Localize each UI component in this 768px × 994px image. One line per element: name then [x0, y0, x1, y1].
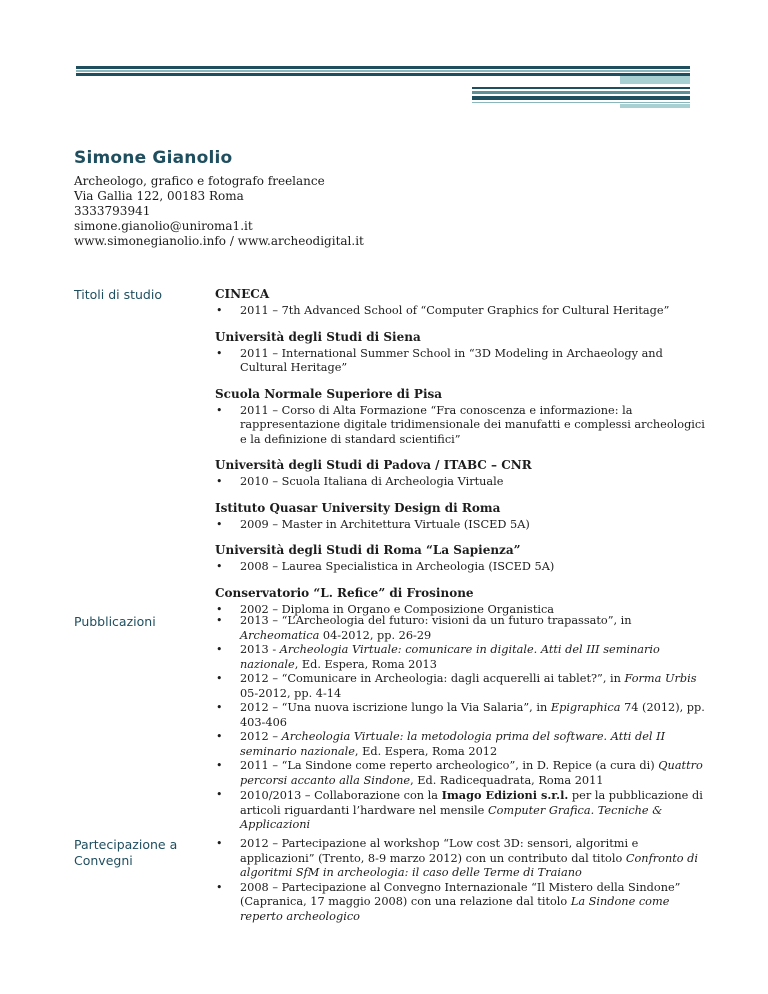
institution: CINECA	[215, 287, 270, 301]
publication-item: • 2013 – “L’Archeologia del futuro: visioni da un futuro trapassato”, in Archeomatica 04-2012, pp. 26-29	[215, 614, 710, 643]
section-body	[215, 287, 710, 628]
section-title: Titoli di studio	[74, 287, 162, 302]
section-body	[215, 614, 710, 833]
conference-item: • 2012 – Partecipazione al workshop “Low cost 3D: sensori, algoritmi e applicazioni” (Trento, 8-9 marzo 2012) con un contributo dal titolo Confronto di algoritmi SfM in archeologia: il caso delle Terme di Traiano	[215, 837, 710, 881]
decor-bar	[620, 104, 690, 108]
email-link[interactable]: simone.gianolio@uniroma1.it	[74, 219, 253, 233]
edu-entry	[215, 543, 710, 575]
edu-entry	[215, 387, 710, 448]
publication-item: • 2010/2013 – Collaborazione con la Imago Edizioni s.r.l. per la pubblicazione di articoli riguardanti l’hardware nel mensile Computer Grafica. Tecniche & Applicazioni	[215, 788, 710, 833]
list-item: • 2010 – Scuola Italiana di Archeologia Virtuale	[215, 475, 710, 490]
publication-item: • 2012 – Archeologia Virtuale: la metodologia prima del software. Atti del II seminario nazionale, Ed. Espera, Roma 2012	[215, 730, 710, 759]
institution: Università degli Studi di Padova / ITABC – CNR	[215, 458, 532, 472]
publication-item: • 2012 – “Comunicare in Archeologia: dagli acquerelli ai tablet?”, in Forma Urbis 05-2012, pp. 4-14	[215, 672, 710, 701]
person-name: Simone Gianolio	[74, 148, 233, 168]
section-title: Partecipazione a Convegni	[74, 837, 178, 868]
cv-header	[74, 148, 714, 249]
decor-bar	[472, 87, 690, 89]
profession: Archeologo, grafico e fotografo freelance	[74, 174, 325, 188]
publication-item: • 2011 – “La Sindone come reperto archeologico”, in D. Repice (a cura di) Quattro percorsi accanto alla Sindone, Ed. Radicequadrata, Roma 2011	[215, 759, 710, 788]
list-item: • 2009 – Master in Architettura Virtuale (ISCED 5A)	[215, 518, 710, 533]
decor-bar	[76, 73, 690, 76]
institution: Conservatorio “L. Refice” di Frosinone	[215, 585, 474, 600]
list-item: • 2011 – 7th Advanced School of “Computer Graphics for Cultural Heritage”	[215, 304, 710, 319]
decor-bar	[620, 76, 690, 84]
institution: Scuola Normale Superiore di Pisa	[215, 386, 443, 401]
decor-bar	[472, 96, 690, 100]
edu-entry	[215, 586, 710, 618]
section-title: Pubblicazioni	[74, 614, 156, 629]
website-links[interactable]: www.simonegianolio.info / www.archeodigital.it	[74, 234, 364, 248]
decor-bar	[76, 66, 690, 69]
list-item: • 2011 – International Summer School in “3D Modeling in Archaeology and Cultural Heritage”	[215, 347, 710, 376]
institution: Università degli Studi di Siena	[215, 329, 421, 344]
list-item: • 2008 – Laurea Specialistica in Archeologia (ISCED 5A)	[215, 560, 710, 575]
edu-entry	[215, 287, 710, 319]
list-item: • 2002 – Diploma in Organo e Composizione Organistica	[215, 603, 710, 618]
decor-bar	[472, 102, 690, 103]
institution: Università degli Studi di Roma “La Sapienza”	[215, 543, 521, 557]
section-body	[215, 837, 710, 924]
header-decoration	[0, 0, 768, 120]
publication-item: • 2012 – “Una nuova iscrizione lungo la Via Salaria”, in Epigraphica 74 (2012), pp. 403-406	[215, 701, 710, 730]
phone: 3333793941	[74, 204, 151, 218]
edu-entry	[215, 501, 710, 533]
decor-bar	[472, 91, 690, 94]
list-item: • 2011 – Corso di Alta Formazione “Fra conoscenza e informazione: la rappresentazione digitale tridimensionale dei manufatti e complessi archeologici e la definizione di standard scientifici”	[215, 404, 710, 448]
address: Via Gallia 122, 00183 Roma	[74, 189, 244, 203]
decor-bar	[76, 70, 690, 72]
publication-item: • 2013 - Archeologia Virtuale: comunicare in digitale. Atti del III seminario nazionale, Ed. Espera, Roma 2013	[215, 643, 710, 672]
conference-item: • 2008 – Partecipazione al Convegno Internazionale “Il Mistero della Sindone” (Capranica, 17 maggio 2008) con una relazione dal titolo La Sindone come reperto archeologico	[215, 881, 710, 925]
edu-entry	[215, 330, 710, 376]
institution: Istituto Quasar University Design di Roma	[215, 500, 501, 515]
edu-entry	[215, 458, 710, 490]
